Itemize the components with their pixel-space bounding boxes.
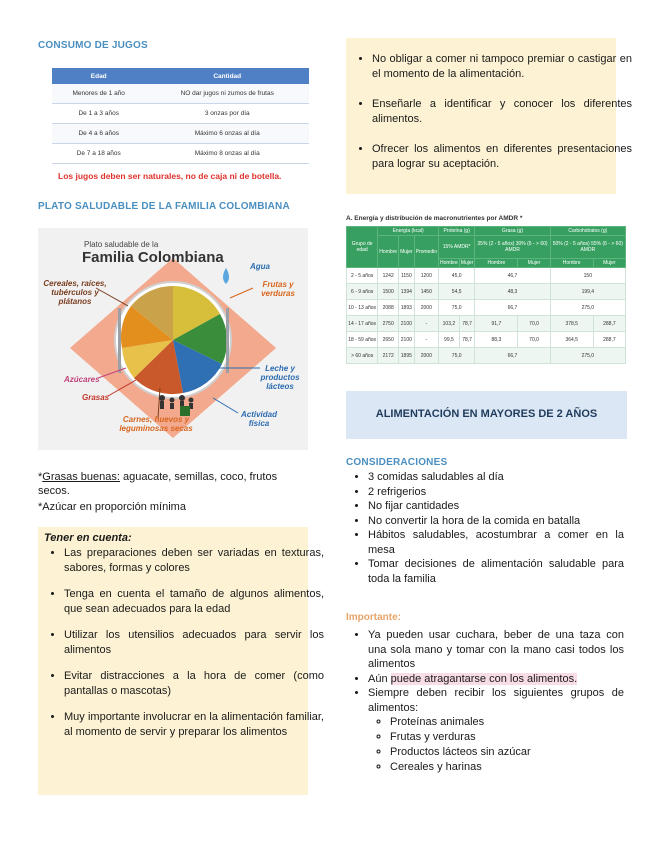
plate-label-water: Agua bbox=[250, 262, 270, 271]
macro-h-woman: Mujer bbox=[518, 259, 550, 268]
juices-table-wrap bbox=[52, 68, 309, 164]
list-item: • No obligar a comer ni tampoco premiar o castigar en el momento de la alimentación. bbox=[372, 52, 632, 81]
food-group-item: ◦ Cereales y harinas bbox=[390, 760, 624, 775]
macro-h-energy: Energía (kcal) bbox=[378, 227, 439, 236]
water-drop-icon bbox=[223, 268, 229, 284]
list-item: • 2 refrigerios bbox=[368, 485, 624, 500]
juices-age: De 1 a 3 años bbox=[52, 104, 145, 124]
table-row bbox=[52, 84, 309, 104]
list-item: • Las preparaciones deben ser variadas en texturas, sabores, formas y colores bbox=[64, 546, 324, 575]
macro-cell: 1450 bbox=[414, 284, 438, 300]
juices-table bbox=[52, 68, 309, 164]
food-groups-list bbox=[368, 715, 624, 775]
juices-amount: Máximo 8 onzas al día bbox=[145, 144, 309, 164]
macro-cell: 18 - 59 años bbox=[347, 332, 378, 348]
macro-h-woman: Mujer bbox=[593, 259, 625, 268]
macro-cell: 1895 bbox=[399, 348, 415, 364]
juices-age: De 7 a 18 años bbox=[52, 144, 145, 164]
macro-h-man: Hombre bbox=[378, 236, 399, 268]
macro-cell: 288,7 bbox=[593, 316, 625, 332]
macro-cell: 2000 bbox=[414, 300, 438, 316]
macro-cell: 199,4 bbox=[550, 284, 625, 300]
macro-cell: 99,5 bbox=[439, 332, 460, 348]
macro-cell: > 60 años bbox=[347, 348, 378, 364]
table-row bbox=[347, 316, 626, 332]
macro-cell: - bbox=[414, 316, 438, 332]
keep-in-mind-list bbox=[42, 546, 324, 739]
macro-cell: 2172 bbox=[378, 348, 399, 364]
plate-label-fats: Grasas bbox=[82, 393, 110, 402]
plate-label-activity: Actividad física bbox=[240, 410, 277, 428]
macro-table bbox=[346, 226, 626, 364]
list-item: • Hábitos saludables, acostumbrar a comer en la mesa bbox=[368, 528, 624, 557]
macro-cell: 1500 bbox=[378, 284, 399, 300]
keep-in-mind-title: Tener en cuenta: bbox=[44, 532, 132, 544]
macro-cell: 103,2 bbox=[439, 316, 460, 332]
table-row bbox=[347, 284, 626, 300]
list-item bbox=[368, 672, 624, 687]
macro-cell: 2000 bbox=[414, 348, 438, 364]
macro-h-man: Hombre bbox=[440, 260, 458, 266]
plate-title-big: Familia Colombiana bbox=[82, 249, 224, 266]
macro-h-man: Hombre bbox=[475, 259, 518, 268]
macro-cell: 66,7 bbox=[475, 300, 550, 316]
macro-cell: 66,7 bbox=[475, 348, 550, 364]
list-item: • Tomar decisiones de alimentación saludable para toda la familia bbox=[368, 557, 624, 586]
macro-table-wrap bbox=[346, 226, 626, 364]
considerations-heading: CONSIDERACIONES bbox=[346, 457, 448, 468]
considerations-list bbox=[346, 470, 624, 586]
food-group-item: ◦ Frutas y verduras bbox=[390, 730, 624, 745]
table-row bbox=[347, 268, 626, 284]
macro-cell: 1242 bbox=[378, 268, 399, 284]
macro-cell: 88,3 bbox=[475, 332, 518, 348]
fats-note bbox=[38, 470, 300, 498]
food-group-item: ◦ Productos lácteos sin azúcar bbox=[390, 745, 624, 760]
important-list bbox=[346, 628, 624, 775]
important-2a: Aún bbox=[368, 672, 391, 685]
important-3: Siempre deben recibir los siguientes grupos de alimentos: bbox=[368, 687, 624, 714]
macro-h-woman: Mujer bbox=[399, 236, 415, 268]
list-item: • Ya pueden usar cuchara, beber de una taza con una sola mano y tomar con la mano casi todos los alimentos bbox=[368, 628, 624, 672]
juices-age: Menores de 1 año bbox=[52, 84, 145, 104]
juices-amount: Máximo 6 onzas al día bbox=[145, 124, 309, 144]
macro-cell: 275,0 bbox=[550, 348, 625, 364]
top-right-box bbox=[346, 38, 632, 194]
macro-cell: 46,7 bbox=[475, 268, 550, 284]
macro-cell: 1394 bbox=[399, 284, 415, 300]
table-row bbox=[347, 348, 626, 364]
juices-amount: 3 onzas por día bbox=[145, 104, 309, 124]
macro-cell: 2100 bbox=[399, 316, 415, 332]
plate-illustration bbox=[38, 228, 308, 450]
macro-cell: 10 - 13 años bbox=[347, 300, 378, 316]
pointer-line bbox=[230, 288, 253, 298]
keep-in-mind-box bbox=[38, 527, 324, 795]
list-item: • No fijar cantidades bbox=[368, 499, 624, 514]
table-row bbox=[52, 124, 309, 144]
macro-table-title: A. Energía y distribución de macronutrientes por AMDR * bbox=[346, 215, 523, 222]
juices-col-age: Edad bbox=[52, 68, 145, 84]
table-row bbox=[52, 104, 309, 124]
macro-cell: 2088 bbox=[378, 300, 399, 316]
macro-h-man: Hombre bbox=[550, 259, 593, 268]
plate-label-sugars: Azúcares bbox=[64, 375, 100, 384]
top-right-list bbox=[350, 52, 632, 171]
macro-cell: 14 - 17 años bbox=[347, 316, 378, 332]
older-title-box bbox=[346, 391, 627, 439]
macro-cell: 70,0 bbox=[518, 316, 550, 332]
macro-h-protein-sub: 15% AMDR* bbox=[439, 236, 475, 259]
fork-icon bbox=[118, 308, 121, 373]
highlighted-text: puede atragantarse con los alimentos. bbox=[390, 672, 578, 685]
juices-age: De 4 a 6 años bbox=[52, 124, 145, 144]
macro-h-fat-sub: 35% (2 - 5 años) 30% (6 - > 60) AMDR bbox=[475, 236, 550, 259]
macro-h-carbs-sub: 50% (2 - 5 años) 55% (6 - > 60) AMDR bbox=[550, 236, 625, 259]
fats-note-star: * bbox=[38, 471, 43, 483]
macro-cell: 2 - 5 años bbox=[347, 268, 378, 284]
plate-label-cereals: Cereales, raíces, tubérculos y plátanos bbox=[43, 279, 107, 306]
food-group-item: ◦ Proteínas animales bbox=[390, 715, 624, 730]
macro-cell: 75,0 bbox=[439, 348, 475, 364]
fats-note-text: aguacate, semillas, coco, frutos secos. bbox=[38, 471, 278, 497]
macro-cell: 54,5 bbox=[439, 284, 475, 300]
list-item: • Muy importante involucrar en la alimentación familiar, al momento de servir y preparar los alimentos bbox=[64, 710, 324, 739]
macro-cell: 275,0 bbox=[550, 300, 625, 316]
macro-h-avg: Promedio bbox=[414, 236, 438, 268]
macro-cell: 1150 bbox=[399, 268, 415, 284]
fats-note-label: Grasas buenas: bbox=[42, 471, 120, 483]
table-row bbox=[347, 332, 626, 348]
list-item: • Enseñarle a identificar y conocer los diferentes alimentos. bbox=[372, 97, 632, 126]
macro-cell: 1200 bbox=[414, 268, 438, 284]
list-item: • No convertir la hora de la comida en batalla bbox=[368, 514, 624, 529]
plate-label-milk: Leche y productos lácteos bbox=[260, 364, 300, 391]
macro-h-protein: Proteína (g) bbox=[439, 227, 475, 236]
juices-heading: CONSUMO DE JUGOS bbox=[38, 40, 148, 51]
macro-cell: 288,7 bbox=[593, 332, 625, 348]
plate-title-small: Plato saludable de la bbox=[84, 240, 159, 249]
older-title: ALIMENTACIÓN EN MAYORES DE 2 AÑOS bbox=[375, 408, 598, 420]
macro-h-fat: Grasa (g) bbox=[475, 227, 550, 236]
macro-cell: 2100 bbox=[399, 332, 415, 348]
list-item: • 3 comidas saludables al día bbox=[368, 470, 624, 485]
macro-cell: 1893 bbox=[399, 300, 415, 316]
plate-label-fruits: Frutas y verduras bbox=[261, 280, 295, 298]
macro-cell: - bbox=[414, 332, 438, 348]
juices-col-amount: Cantidad bbox=[145, 68, 309, 84]
macro-h-woman: Mujer bbox=[460, 260, 474, 266]
list-item: • Evitar distracciones a la hora de comer (como pantallas o mascotas) bbox=[64, 669, 324, 698]
plate-label-meats: Carnes, huevos y leguminosas secas bbox=[119, 415, 193, 433]
plate-heading: PLATO SALUDABLE DE LA FAMILIA COLOMBIANA bbox=[38, 201, 290, 212]
sugar-note: *Azúcar en proporción mínima bbox=[38, 501, 186, 513]
macro-cell: 91,7 bbox=[475, 316, 518, 332]
list-item: • Ofrecer los alimentos en diferentes presentaciones para lograr su aceptación. bbox=[372, 142, 632, 171]
juices-amount: NO dar jugos ni zumos de frutas bbox=[145, 84, 309, 104]
macro-cell: 150 bbox=[550, 268, 625, 284]
macro-h-carbs: Carbohidratos (g) bbox=[550, 227, 625, 236]
macro-cell: 45,0 bbox=[439, 268, 475, 284]
important-heading: Importante: bbox=[346, 612, 401, 623]
macro-cell: 364,5 bbox=[550, 332, 593, 348]
macro-cell: 2750 bbox=[378, 316, 399, 332]
table-row bbox=[347, 300, 626, 316]
list-item: • Utilizar los utensilios adecuados para servir los alimentos bbox=[64, 628, 324, 657]
macro-cell: 48,3 bbox=[475, 284, 550, 300]
juices-note: Los jugos deben ser naturales, no de caja ni de botella. bbox=[58, 171, 282, 181]
macro-cell: 378,5 bbox=[550, 316, 593, 332]
list-item bbox=[368, 686, 624, 775]
macro-cell: 75,0 bbox=[439, 300, 475, 316]
macro-cell: 78,7 bbox=[459, 316, 475, 332]
macro-cell: 6 - 9 años bbox=[347, 284, 378, 300]
macro-h-group: Grupo de edad bbox=[347, 227, 378, 268]
macro-cell: 2650 bbox=[378, 332, 399, 348]
macro-cell: 78,7 bbox=[459, 332, 475, 348]
knife-icon bbox=[226, 308, 229, 373]
table-row bbox=[52, 144, 309, 164]
macro-cell: 70,0 bbox=[518, 332, 550, 348]
list-item: • Tenga en cuenta el tamaño de algunos alimentos, que sean adecuados para la edad bbox=[64, 587, 324, 616]
